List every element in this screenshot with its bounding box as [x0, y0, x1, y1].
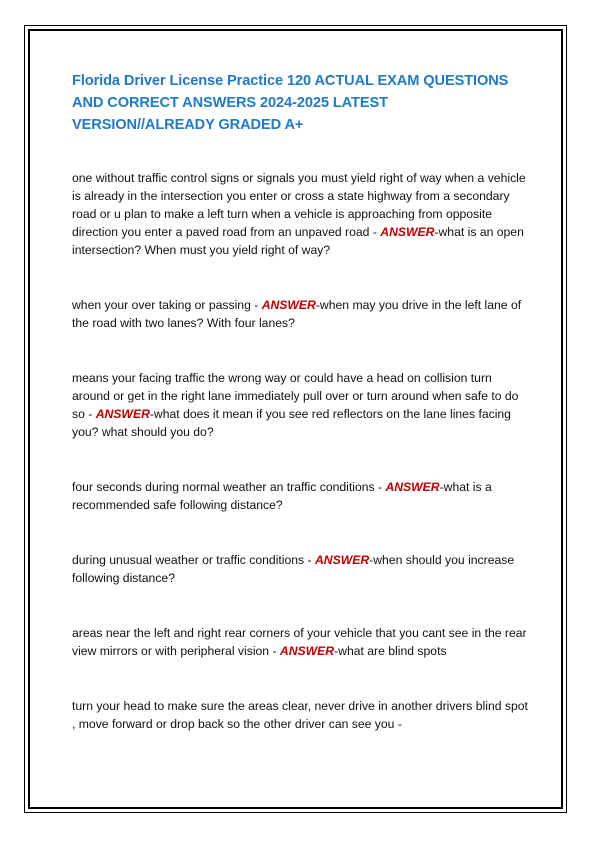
qa-answer-text: areas near the left and right rear corners of your vehicle that you cant see in the rear view mirrors or with peripheral vision -: [72, 626, 527, 658]
qa-answer-text: one without traffic control signs or signals you must yield right of way when a vehicle is already in the intersection you enter or cross a state highway from a secondary road or u plan to make a left turn when a vehicle is approaching from opposite direction you enter a paved road from an unpaved road -: [72, 171, 526, 239]
answer-marker: ANSWER: [380, 225, 435, 239]
qa-entry: [72, 551, 530, 587]
answer-marker: ANSWER: [385, 480, 440, 494]
qa-answer-text: during unusual weather or traffic conditions -: [72, 553, 315, 567]
qa-answer-text: means your facing traffic the wrong way or could have a head on collision turn around or get in the right lane immediately pull over or turn around when safe to do so -: [72, 371, 519, 421]
qa-entry: [72, 296, 530, 332]
qa-entry: [72, 169, 530, 259]
answer-marker: ANSWER: [279, 644, 335, 658]
qa-question-text: -when may you drive in the left lane of the road with two lanes? With four lanes?: [72, 298, 522, 330]
document-title: Florida Driver License Practice 120 ACTUAL EXAM QUESTIONS AND CORRECT ANSWERS 2024-2025 LATEST VERSION//ALREADY GRADED A+: [72, 73, 509, 133]
document-content: [72, 70, 530, 770]
answer-marker: ANSWER: [95, 407, 150, 421]
qa-answer-text: four seconds during normal weather an traffic conditions -: [72, 480, 386, 494]
qa-question-text: -what does it mean if you see red reflectors on the lane lines facing you? what should you do?: [72, 407, 511, 439]
qa-entry: [72, 624, 530, 660]
qa-question-text: -what is an open intersection? When must you yield right of way?: [72, 225, 524, 257]
qa-entry: [72, 697, 530, 733]
answer-marker: ANSWER: [261, 298, 316, 312]
qa-answer-text: when your over taking or passing -: [72, 298, 262, 312]
answer-marker: ANSWER: [314, 553, 370, 567]
qa-question-text: -what are blind spots: [334, 644, 447, 658]
qa-answer-text: turn your head to make sure the areas clear, never drive in another drivers blind spot , move forward or drop back so the other driver can see you -: [72, 699, 528, 731]
qa-question-text: -what is a recommended safe following distance?: [72, 480, 492, 512]
qa-question-text: -when should you increase following distance?: [72, 553, 515, 585]
qa-entry: [72, 369, 530, 441]
qa-entry: [72, 478, 530, 514]
